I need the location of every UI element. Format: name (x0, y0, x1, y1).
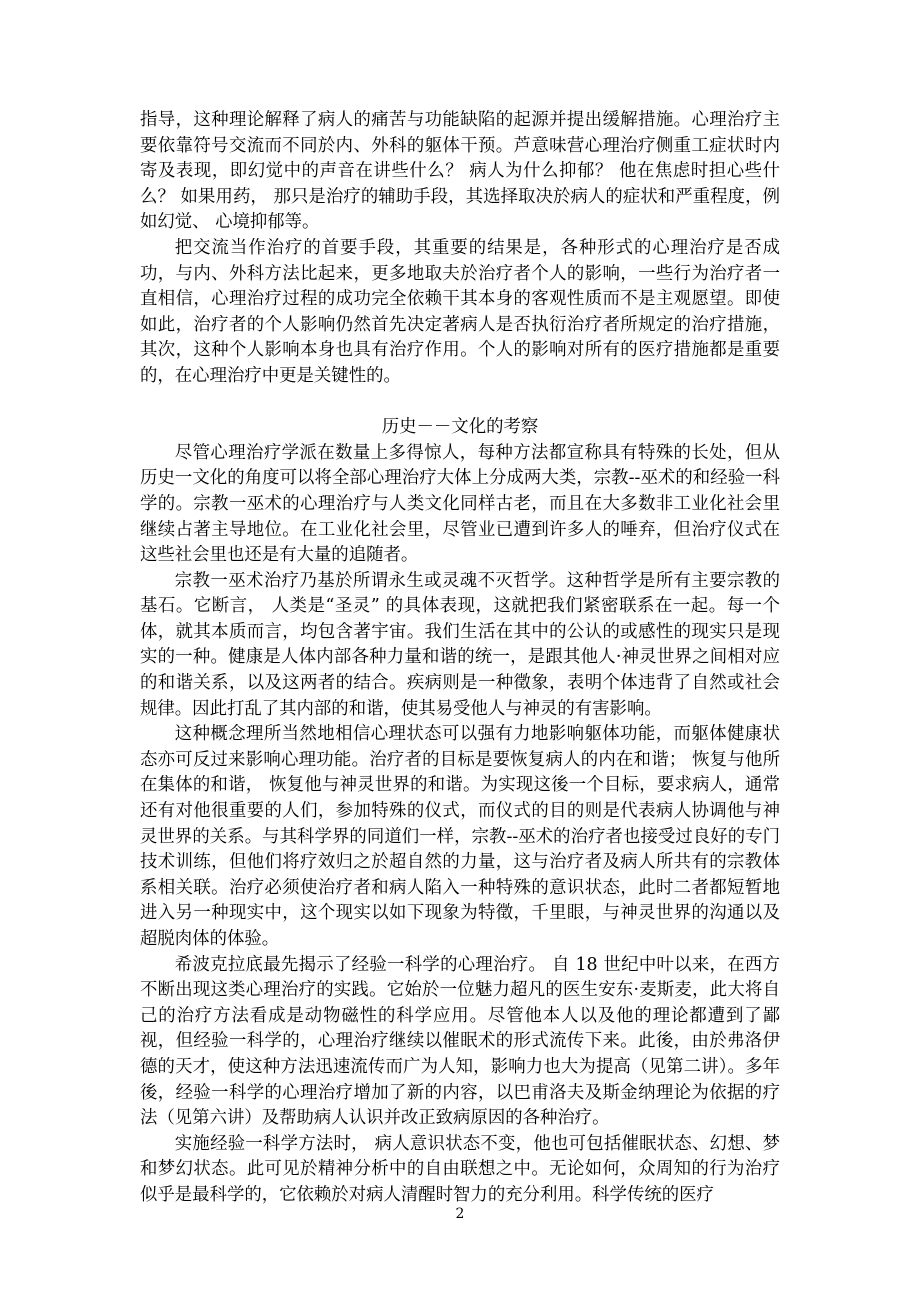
section-title: 历史－－文化的考察 (381, 417, 539, 438)
paragraph-gap (140, 390, 780, 416)
page-number: 2 (455, 1206, 465, 1222)
paragraph: 把交流当作治疗的首要手段，其重要的结果是，各种形式的心理治疗是否成功，与内、外科方法比起来，更多地取夫於治疗者个人的影响，一些行为治疗者一直相信，心理治疗过程的成功完全依赖干其本身的客观性质而不是主观愿望。即使如此，治疗者的个人影响仍然首先决定著病人是否执衍治疗者所规定的治疗措施，其次，这种个人影响本身也具有治疗作用。个人的影响对所有的医疗措施都是重要的，在心理治疗中更是关键性的。 (140, 237, 780, 386)
paragraph-continued: 指导，这种理论解释了病人的痛苦与功能缺陷的起源并提出缓解措施。心理治疗主要依靠符号交流而不同於内、外科的躯体干预。芦意味营心理治疗侧重工症状时内寄及表现，即幻觉中的声音在讲些什么？ 病人为什么抑郁？ 他在焦虑时担心些什么？ 如果用药， 那只是治疗的辅助手段，其选择取决於病人的症状和严重程度，例如幻觉、 心境抑郁等。 (140, 110, 780, 233)
paragraph: 这种概念理所当然地相信心理状态可以强有力地影响躯体功能，而躯体健康状态亦可反过来影响心理功能。治疗者的目标是要恢复病人的内在和谐； 恢复与他所在集体的和谐， 恢复他与神灵世界的和谐。为实现这後一个目标，要求病人，通常还有对他很重要的人们，参加特殊的仪式，而仪式的目的则是代表病人协调他与神灵世界的关系。与其科学界的同道们一样，宗教--巫术的治疗者也接受过良好的专门技术训练，但他们将疗效归之於超自然的力量，这与治疗者及病人所共有的宗教体系相关联。治疗必须使治疗者和病人陷入一种特殊的意识状态，此时二者都短暂地进入另一种现实中，这个现实以如下现象为特徵，千里眼，与神灵世界的沟通以及超脱肉体的体验。 (140, 724, 780, 949)
paragraph: 宗教一巫术治疗乃基於所谓永生或灵魂不灭哲学。这种哲学是所有主要宗教的基石。它断言， 人类是“圣灵” 的具体表现，这就把我们紧密联系在一起。每一个体，就其本质而言，均包含著宇宙。我们生活在其中的公认的或感性的现实只是现实的一种。健康是人体内部各种力量和谐的统一，是跟其他人·神灵世界之间相对应的和谐关系，以及这两者的结合。疾病则是一种徵象，表明个体违背了自然或社会规律。因此打乱了其内部的和谐，使其易受他人与神灵的有害影响。 (140, 570, 780, 719)
body-text (140, 108, 780, 1209)
paragraph: 希波克拉底最先揭示了经验一科学的心理治疗。 自 18 世纪中叶以来，在西方不断出现这类心理治疗的实践。它始於一位魅力超凡的医生安东·麦斯麦，此大将自己的治疗方法看成是动物磁性的科学应用。尽管他本人以及他的理论都遭到了鄙视，但经验一科学的，心理治疗继续以催眠术的形式流传下来。此後，由於弗洛伊德的天才，使这种方法迅速流传而广为人知，影响力也大为提高（见第二讲）。多年後，经验一科学的心理治疗增加了新的内容，以巴甫洛夫及斯金纳理论为依据的疗法（见第六讲）及帮助病人认识并改正致病原因的各种治疗。 (140, 954, 780, 1129)
paragraph: 尽管心理治疗学派在数量上多得惊人，每种方法都宣称具有特殊的长处，但从历史一文化的角度可以将全部心理治疗大体上分成两大类，宗教--巫术的和经验一科学的。宗教一巫术的心理治疗与人类文化同样古老，而且在大多数非工业化社会里继续占著主导地位。在工业化社会里，尽管业已遭到许多人的唾弃，但治疗仪式在这些社会里也还是有大量的追随者。 (140, 442, 780, 566)
paragraph: 实施经验一科学方法时， 病人意识状态不变，他也可包括催眠状态、幻想、梦和梦幻状态。此可见於精神分析中的自由联想之中。无论如何，众周知的行为治疗似乎是最科学的，它依赖於对病人清醒时智力的充分利用。科学传统的医疗 (140, 1133, 780, 1205)
